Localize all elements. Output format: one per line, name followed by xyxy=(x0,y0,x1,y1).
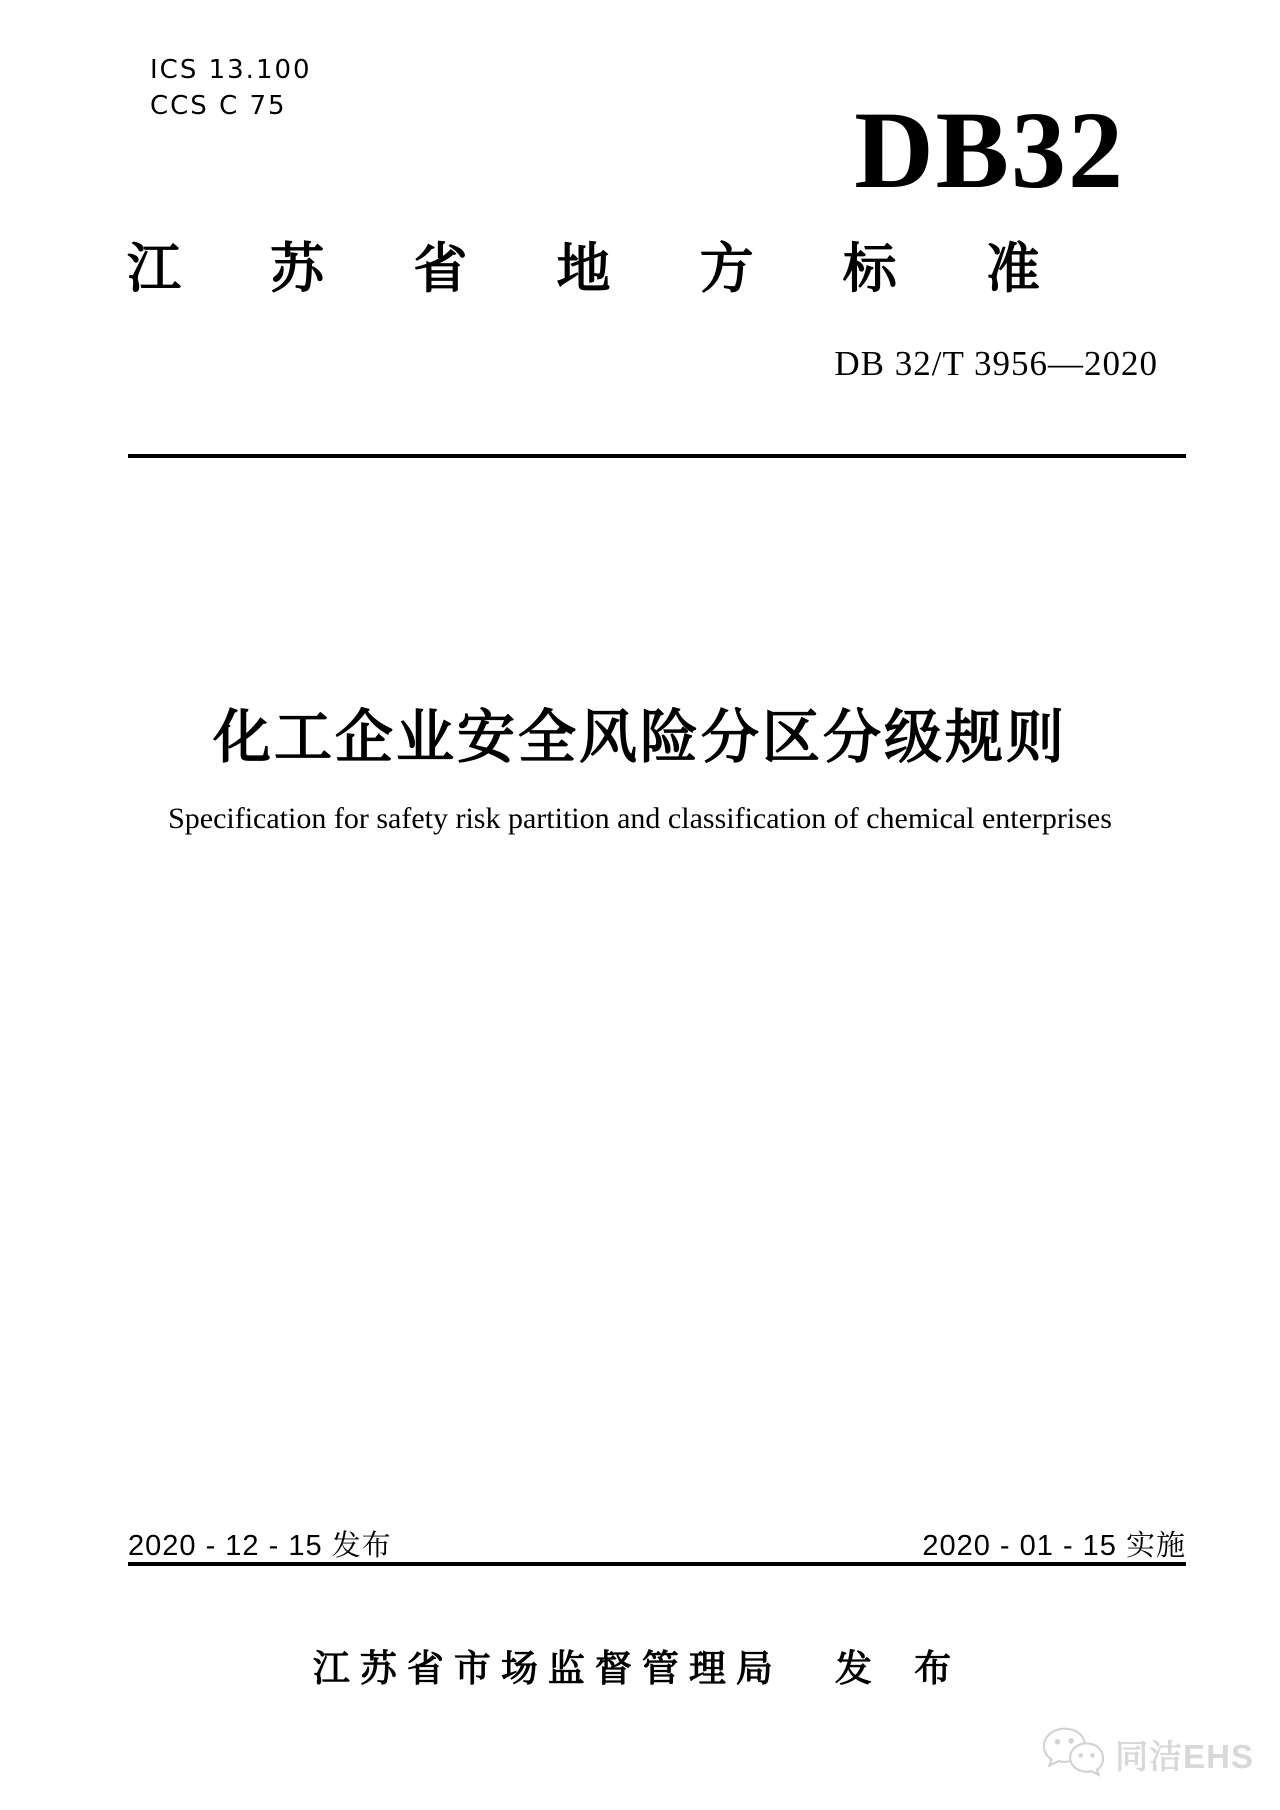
ccs-code: CCS C 75 xyxy=(150,91,287,121)
standard-type-char: 准 xyxy=(985,239,1040,299)
standard-type-char: 江 xyxy=(127,239,181,299)
wechat-icon xyxy=(1042,1726,1106,1783)
standard-type-char: 方 xyxy=(699,239,754,299)
header-rule xyxy=(128,454,1186,458)
dates-row xyxy=(128,1523,1186,1564)
standard-type-char: 省 xyxy=(413,239,468,299)
standard-type-char: 地 xyxy=(556,239,611,299)
issue-date: 2020 - 12 - 15 发布 xyxy=(128,1530,392,1562)
standard-type-char: 苏 xyxy=(270,239,325,299)
classification-codes xyxy=(150,52,312,124)
standard-title-cn: 化工企业安全风险分区分级规则 xyxy=(212,705,1067,770)
standard-category-title xyxy=(127,238,1040,300)
standard-type-char: 标 xyxy=(842,239,897,299)
publisher-row xyxy=(0,1638,1280,1692)
standard-number: DB 32/T 3956—2020 xyxy=(834,344,1158,383)
standard-title-en: Specification for safety risk partition and classification of chemical enterprises xyxy=(168,802,1112,835)
publish-action-label: 发 布 xyxy=(834,1648,968,1689)
watermark xyxy=(1042,1726,1254,1783)
ics-code: ICS 13.100 xyxy=(150,55,312,85)
watermark-text: 同洁EHS xyxy=(1115,1738,1254,1775)
publisher-name: 江苏省市场监督管理局 xyxy=(312,1648,783,1689)
db32-logo: DB32 xyxy=(854,89,1125,211)
implementation-date: 2020 - 01 - 15 实施 xyxy=(922,1530,1186,1562)
footer-rule xyxy=(128,1562,1186,1566)
